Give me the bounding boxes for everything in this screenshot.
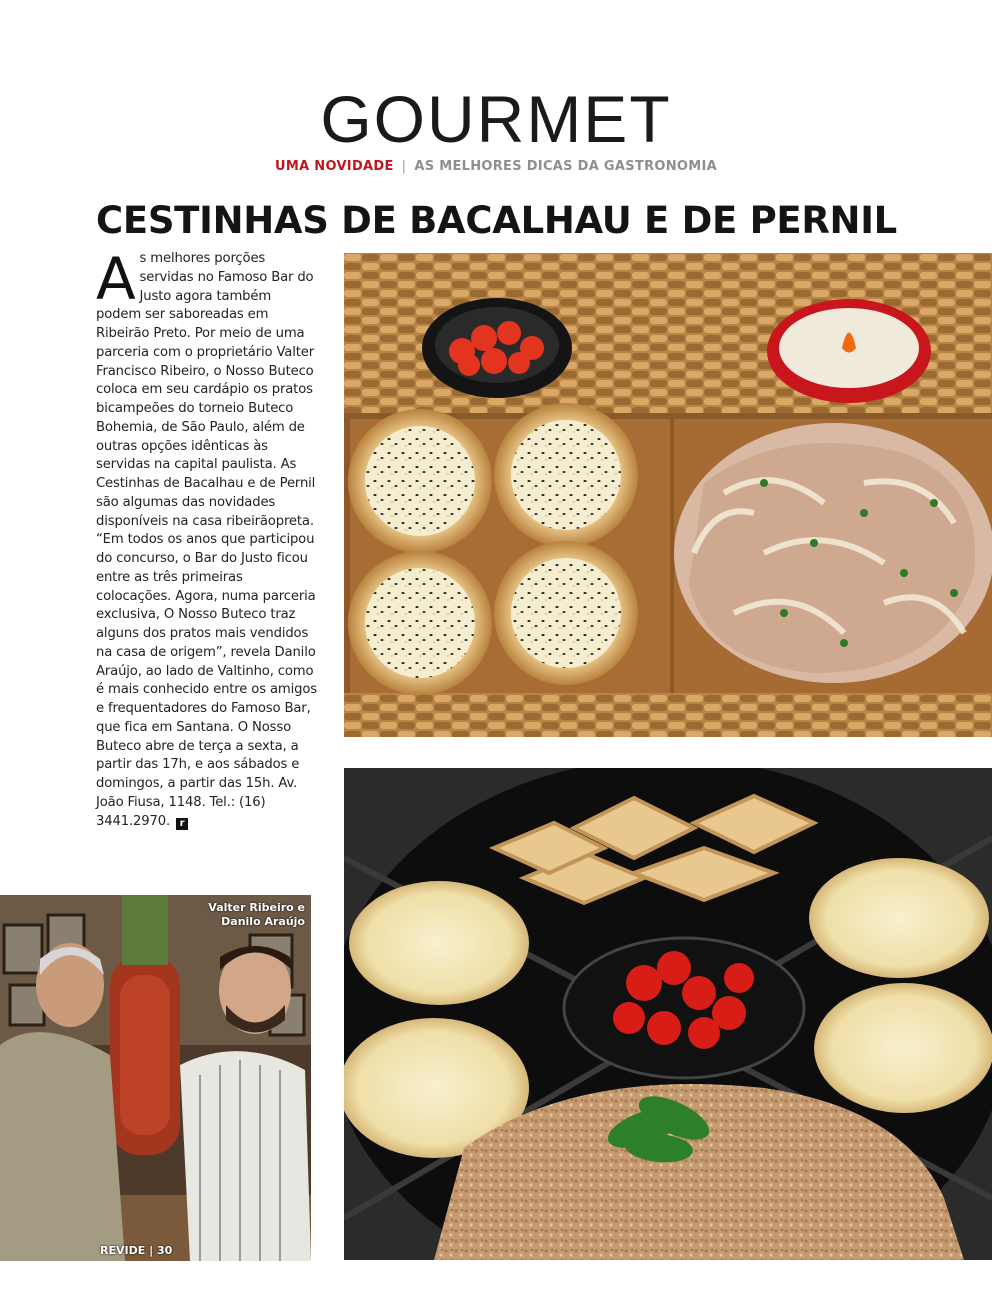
section-kicker — [0, 159, 992, 175]
drop-cap: A — [96, 245, 136, 313]
folio-separator: | — [149, 1244, 154, 1257]
kicker-separator: | — [401, 159, 407, 174]
photo-caption — [208, 901, 305, 929]
kicker-primary: UMA NOVIDADE — [274, 159, 394, 174]
page-folio — [100, 1244, 172, 1257]
photo-caption-line1: Valter Ribeiro e — [208, 901, 305, 914]
food-photo-platter — [344, 768, 992, 1260]
end-mark-icon: r — [176, 818, 188, 830]
article-body-text: s melhores porções servidas no Famoso Bar do Justo agora também podem ser saboreadas em Ribeirão Preto. Por meio de uma parceria com o proprietário Valter Francisco Ribeiro, o Nosso Buteco coloca em seu cardápio os pratos bicampeões do torneio Buteco Bohemia, de São Paulo, além de outras opções idênticas às servidas na capital paulista. As Cestinhas de Bacalhau e de Pernil são algumas das novidades disponíveis na casa ribeirãopreta. “Em todos os anos que participou do concurso, o Bar do Justo ficou entre as três primeiras colocações. Agora, numa parceria exclusiva, O Nosso Buteco traz alguns dos pratos mais vendidos na casa de origem”, revela Danilo Araújo, ao lado de Valtinho, como é mais conhecido entre os amigos e frequentadores do Famoso Bar, que fica em Santana. O Nosso Buteco abre de terça a sexta, a partir das 17h, e aos sábados e domingos, a partir das 15h. Av. João Fiusa, 1148. Tel.: (16) 3441.2970. — [96, 251, 317, 829]
kicker-secondary: AS MELHORES DICAS DA GASTRONOMIA — [414, 159, 718, 174]
portrait-photo — [0, 895, 311, 1261]
photo-caption-line2: Danilo Araújo — [221, 915, 305, 928]
article-headline: CESTINHAS DE BACALHAU E DE PERNIL — [96, 199, 897, 242]
magazine-name: REVIDE — [100, 1244, 146, 1257]
food-photo-basket — [344, 253, 992, 737]
page-number: 30 — [156, 1244, 173, 1257]
section-title: GOURMET — [320, 82, 672, 156]
article-body — [96, 245, 318, 831]
